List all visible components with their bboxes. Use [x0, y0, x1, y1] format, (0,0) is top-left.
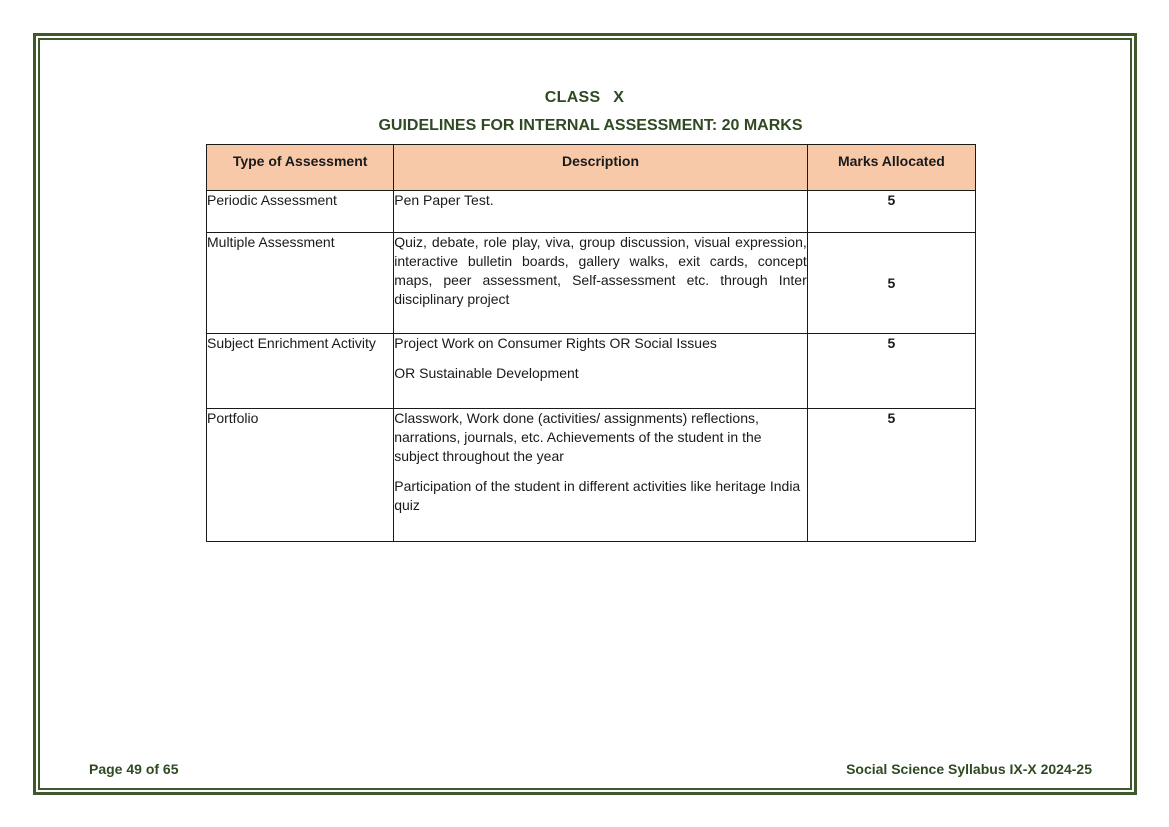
assessment-description-cell [394, 191, 808, 233]
page-number: Page 49 of 65 [89, 761, 179, 777]
description-paragraph: Participation of the student in different activities like heritage India quiz [394, 478, 801, 513]
assessment-type-cell: Periodic Assessment [207, 191, 394, 233]
column-header-marks: Marks Allocated [807, 145, 975, 191]
table-row [207, 233, 976, 334]
table-row [207, 409, 976, 542]
description-paragraph: OR Sustainable Development [394, 365, 579, 381]
assessment-description-cell [394, 334, 808, 409]
table-row [207, 334, 976, 409]
description-paragraph: Project Work on Consumer Rights OR Social Issues [394, 335, 717, 351]
assessment-type-cell: Multiple Assessment [207, 233, 394, 334]
marks-cell: 5 [807, 233, 975, 334]
assessment-type-cell: Subject Enrichment Activity [207, 334, 394, 409]
assessment-description-cell [394, 409, 808, 542]
description-paragraph: Pen Paper Test. [394, 192, 494, 208]
table-header-row [207, 145, 976, 191]
assessment-table [206, 144, 976, 542]
column-header-type: Type of Assessment [207, 145, 394, 191]
column-header-description: Description [394, 145, 808, 191]
assessment-type-cell: Portfolio [207, 409, 394, 542]
table-row [207, 191, 976, 233]
description-paragraph: Classwork, Work done (activities/ assignments) reflections, narrations, journals, etc. Achievements of the student in the subject throughout the year [394, 410, 762, 464]
description-paragraph: Quiz, debate, role play, viva, group discussion, visual expression, interactive bulletin boards, gallery walks, exit cards, concept maps, peer assessment, Self-assessment etc. through Inter disciplinary project [394, 234, 807, 307]
guidelines-title: GUIDELINES FOR INTERNAL ASSESSMENT: 20 MARKS [378, 117, 803, 134]
marks-cell: 5 [807, 334, 975, 409]
marks-cell: 5 [807, 191, 975, 233]
marks-cell: 5 [807, 409, 975, 542]
class-title: CLASS X [544, 89, 625, 106]
document-title-footer: Social Science Syllabus IX-X 2024-25 [846, 761, 1092, 777]
assessment-description-cell [394, 233, 808, 334]
